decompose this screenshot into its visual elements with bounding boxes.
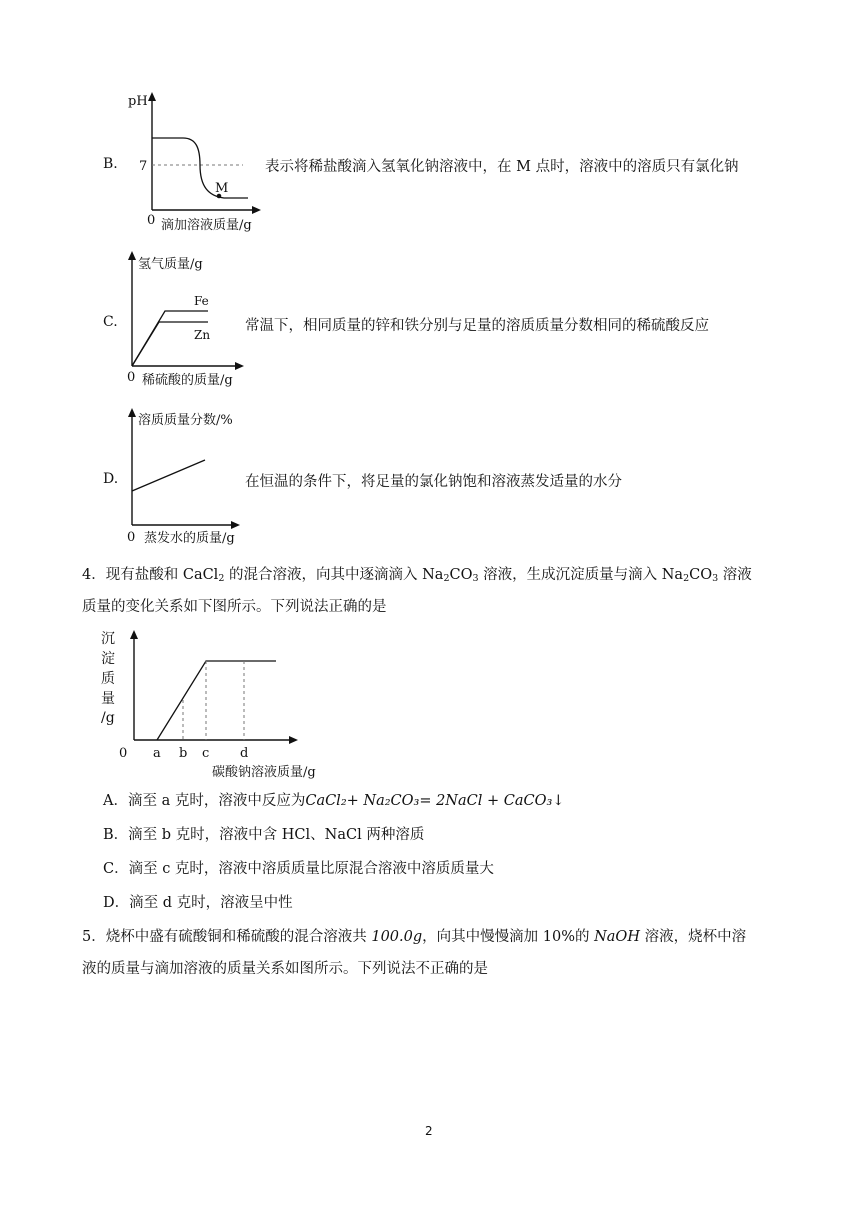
y-axis-arrow [128, 251, 136, 260]
option-d-letter: D. [103, 471, 119, 487]
y-axis-label: 氢气质量/g [138, 257, 203, 272]
question-4-option-d: D．滴至 d 克时，溶液呈中性 [103, 895, 293, 911]
fraction-line [132, 460, 205, 491]
x-axis-label: 稀硫酸的质量/g [142, 373, 233, 388]
precipitate-line [157, 661, 276, 740]
tick-b: b [179, 746, 188, 761]
x-axis-label: 蒸发水的质量/g [144, 531, 235, 546]
stem-text: 的混合溶液，向其中逐滴滴入 Na [224, 567, 444, 583]
stem-text: ，向其中慢慢滴加 10%的 [422, 929, 595, 945]
option-b-description: 表示将稀盐酸滴入氢氧化钠溶液中，在 M 点时，溶液中的溶质只有氯化钠 [265, 159, 739, 175]
ph-curve [152, 138, 248, 198]
y-axis-arrow [148, 92, 156, 101]
option-text: A．滴至 a 克时，溶液中反应为 [103, 793, 306, 809]
point-m-label: M [215, 181, 229, 196]
stem-text: CO [689, 567, 713, 583]
subscript: 2 [683, 573, 690, 584]
tick-c: c [202, 746, 210, 761]
x-axis-arrow [231, 521, 240, 529]
y-tick-7: 7 [139, 159, 148, 174]
stem-text: 烧杯中盛有硫酸铜和稀硫酸的混合溶液共 [105, 929, 372, 945]
option-b-letter: B. [103, 156, 118, 172]
option-d-description: 在恒温的条件下，将足量的氯化钠饱和溶液蒸发适量的水分 [245, 474, 622, 490]
option-formula: CaCl₂+ Na₂CO₃= 2NaCl + CaCO₃↓ [305, 793, 565, 809]
origin-label: 0 [147, 213, 156, 228]
y-label-char: 沉 [101, 631, 115, 647]
fe-label: Fe [194, 294, 209, 308]
question-4-stem [82, 560, 802, 594]
option-c-description: 常温下，相同质量的锌和铁分别与足量的溶质质量分数相同的稀硫酸反应 [245, 318, 709, 334]
question-5-stem [82, 922, 746, 952]
x-axis-label: 碳酸钠溶液质量/g [212, 765, 316, 780]
y-axis-arrow [130, 630, 138, 639]
y-label-char: 质 [101, 671, 115, 687]
question-4-stem-line2: 质量的变化关系如下图所示。下列说法正确的是 [82, 599, 387, 615]
subscript: 2 [218, 573, 225, 584]
x-axis-arrow [252, 206, 261, 214]
y-axis-label: 溶质质量分数/% [138, 413, 233, 428]
tick-d: d [240, 746, 249, 761]
origin-label: 0 [127, 370, 136, 385]
x-axis-label: 滴加溶液质量/g [161, 218, 252, 233]
page-number: 2 [425, 1124, 433, 1138]
question-number: 5． [82, 929, 106, 945]
question-4-option-c: C．滴至 c 克时，溶液中溶质质量比原混合溶液中溶质质量大 [103, 861, 494, 877]
ph-curve-graph [128, 90, 268, 235]
subscript: 3 [472, 573, 479, 584]
x-axis-arrow [289, 736, 298, 744]
y-label-char: 淀 [101, 651, 115, 667]
zn-label: Zn [194, 328, 211, 342]
y-axis-arrow [128, 408, 136, 417]
tick-a: a [153, 746, 161, 761]
option-c-letter: C. [103, 314, 118, 330]
question-5-stem-line2: 液的质量与滴加溶液的质量关系如图所示。下列说法不正确的是 [82, 961, 488, 977]
question-4-option-a [103, 786, 564, 816]
stem-value: 100.0g [371, 929, 423, 945]
y-label-char: 量 [101, 691, 115, 707]
stem-text: 现有盐酸和 CaCl [105, 567, 219, 583]
stem-text: 溶液 [718, 567, 752, 583]
origin-label: 0 [127, 530, 136, 545]
question-number: 4． [82, 567, 106, 583]
stem-text: 溶液，生成沉淀质量与滴入 Na [478, 567, 684, 583]
precipitate-mass-graph [96, 622, 336, 782]
question-4-option-b: B．滴至 b 克时，溶液中含 HCl、NaCl 两种溶质 [103, 827, 425, 843]
subscript: 2 [443, 573, 450, 584]
y-label-char: /g [101, 710, 115, 726]
subscript: 3 [712, 573, 719, 584]
y-axis-label: pH [128, 94, 148, 109]
stem-text: CO [449, 567, 473, 583]
stem-formula: NaOH [594, 929, 640, 945]
stem-text: 溶液，烧杯中溶 [639, 929, 747, 945]
x-axis-arrow [235, 362, 244, 370]
origin-label: 0 [119, 746, 128, 761]
